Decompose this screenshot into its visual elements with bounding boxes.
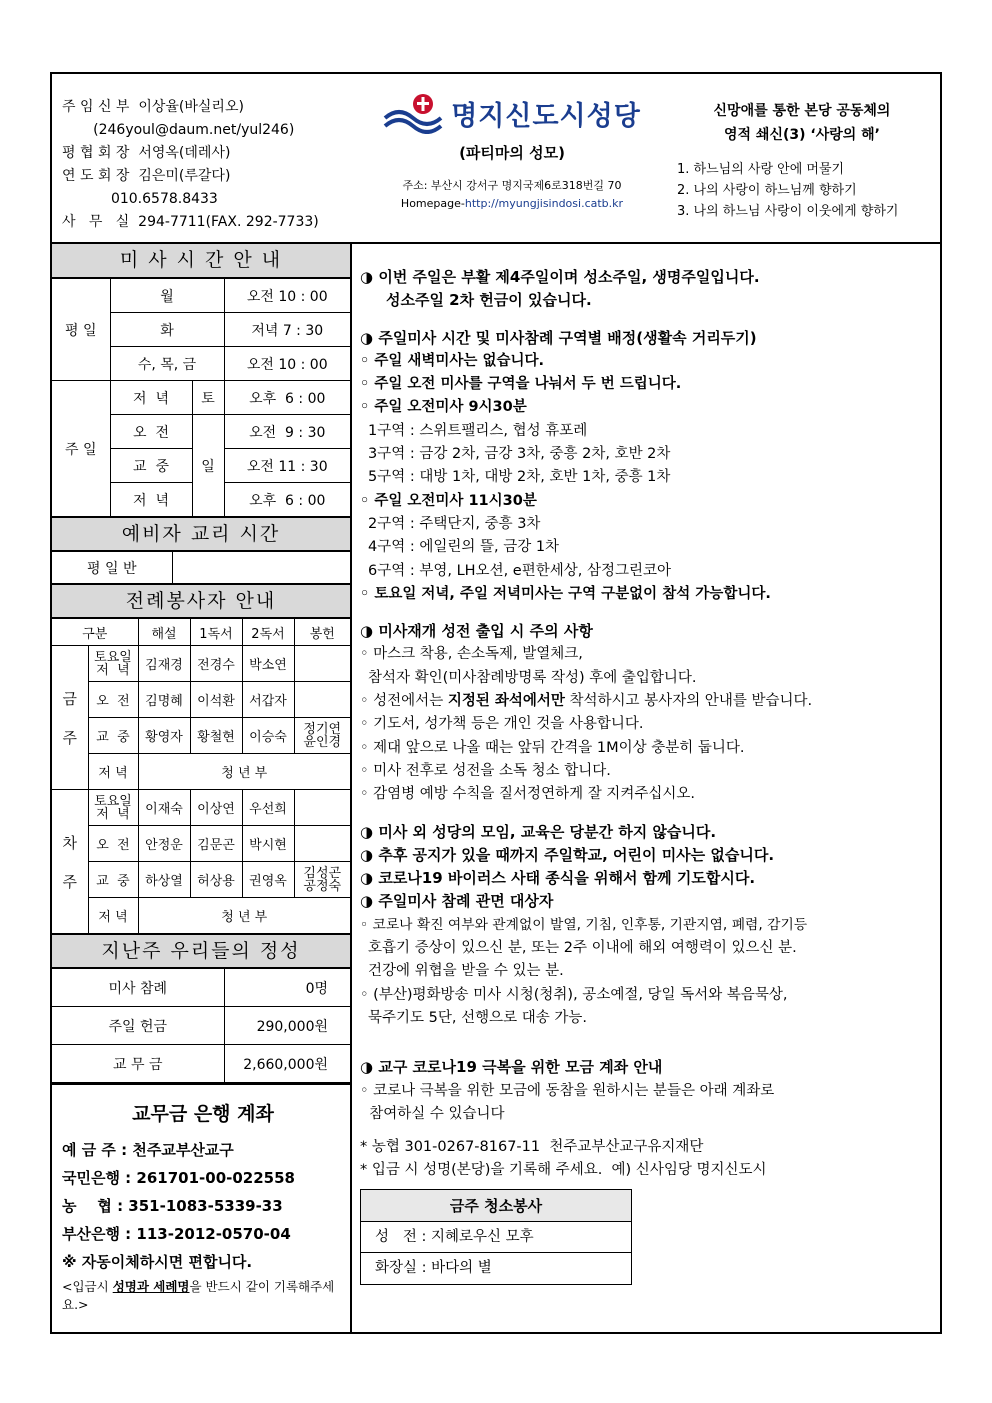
notice-text: 코로나19 바이러스 사태 종식을 위해서 함께 기도합시다.: [378, 869, 756, 888]
servers-title: 전례봉사자 안내: [52, 584, 350, 618]
cleaning-box: [360, 1189, 632, 1285]
notices-column: [354, 244, 940, 1334]
notice-line: ◦ 마스크 착용, 손소독제, 발열체크,: [360, 646, 583, 663]
notice-line: ◦ 주일 오전미사 9시30분: [360, 399, 527, 416]
notice-line: ◦ 미사 전후로 성전을 소독 청소 합니다.: [360, 762, 611, 779]
notice-item: [360, 867, 934, 890]
notice-item: [360, 890, 934, 913]
notice-title: 교구 코로나19 극복을 위한 모금 계좌 안내: [378, 1058, 663, 1077]
mass-slot: 오 전: [110, 415, 192, 449]
weekday-label: 평 일: [52, 279, 110, 381]
server-cell: 안정운: [138, 826, 190, 862]
notice-item: [360, 844, 934, 867]
bullet-icon: ◑: [360, 622, 374, 641]
bank-note-text: <입금시: [62, 1279, 113, 1294]
mass-day: 토: [192, 381, 224, 415]
zone-line: 5구역 : 대방 1차, 대방 2차, 호반 1차, 중흥 1차: [368, 469, 671, 486]
notice-text: ◦ 성전에서는: [360, 693, 448, 710]
notice-title: 미사재개 성전 출입 시 주의 사항: [378, 622, 593, 641]
bank-line: ※ 자동이체하시면 편합니다.: [62, 1253, 253, 1271]
offering-value: 290,000원: [224, 1007, 350, 1045]
notice-title: 주일미사 시간 및 미사참례 구역별 배정(생활속 거리두기): [378, 328, 757, 347]
server-cell: 전경수: [190, 646, 242, 682]
account-line: * 입금 시 성명(본당)을 기록해 주세요. 예) 신사임당 명지신도시: [360, 1162, 767, 1179]
notice-item: [360, 620, 934, 643]
offering-label: 미사 참례: [52, 969, 224, 1007]
server-cell: 이승숙: [242, 718, 294, 754]
server-cell: [294, 790, 350, 826]
mass-time: 오전 10 : 00: [224, 347, 350, 381]
server-cell: [294, 682, 350, 718]
bulletin-header: [52, 74, 940, 244]
next-week-label: 차 주: [52, 790, 88, 934]
server-slot: 저 녁: [88, 898, 138, 934]
notice-text: 미사 외 성당의 모임, 교육은 당분간 하지 않습니다.: [378, 822, 717, 841]
zone-line: 1구역 : 스위트팰리스, 협성 휴포레: [368, 422, 588, 439]
zone-line: 2구역 : 주택단지, 중흥 3차: [368, 515, 541, 532]
servers-header: 구분: [52, 619, 138, 646]
notice-item: [360, 327, 934, 350]
staff-row: 연 도 회 장 김은미(루갈다): [62, 168, 231, 184]
bank-accounts: [52, 1083, 350, 1314]
notice-text: 착석하시고 봉사자의 안내를 받습니다.: [564, 693, 813, 710]
bullet-icon: ◑: [360, 1058, 374, 1077]
notice-line: 참석자 확인(미사참례방명록 작성) 후에 출입합니다.: [368, 669, 697, 686]
notice-title: 주일미사 참례 관면 대상자: [378, 892, 554, 911]
mass-day: 월: [110, 279, 224, 313]
server-slot: 오 전: [88, 826, 138, 862]
staff-row: 010.6578.8433: [62, 191, 218, 207]
theme-point: 1. 하느님의 사랑 안에 머물기: [677, 162, 845, 177]
servers-header: 1독서: [190, 619, 242, 646]
offering-table: [52, 968, 350, 1083]
server-cell: 김명혜: [138, 682, 190, 718]
cleaning-title: 금주 청소봉사: [361, 1190, 631, 1222]
bank-note: [62, 1278, 344, 1314]
offering-value: 2,660,000원: [224, 1045, 350, 1083]
mass-time: 오전 11 : 30: [224, 449, 350, 483]
server-cell: 이재숙: [138, 790, 190, 826]
notice-line: ◦ 코로나 확진 여부와 관계없이 발열, 기침, 인후통, 기관지염, 폐렴, 감기등: [360, 916, 808, 933]
bullet-icon: ◑: [360, 822, 374, 841]
notice-item: [360, 1056, 934, 1079]
notice-emphasis: 지정된 좌석에서만: [447, 693, 565, 710]
notice-line: [360, 690, 934, 713]
notice-line: ◦ 기도서, 성가책 등은 개인 것을 사용합니다.: [360, 716, 644, 733]
mass-slot: 저 녁: [110, 381, 192, 415]
notice-text: 이번 주일은 부활 제4주일이며 성소주일, 생명주일입니다.: [378, 268, 760, 286]
staff-row: 주 임 신 부 이상율(바실리오): [62, 99, 244, 115]
servers-header: 해설: [138, 619, 190, 646]
mass-day: 수, 목, 금: [110, 347, 224, 381]
staff-row: 사 무 실 294-7711(FAX. 292-7733): [62, 214, 319, 230]
bullet-icon: ◑: [360, 869, 374, 888]
notice-line: ◦ 주일 새벽미사는 없습니다.: [360, 352, 544, 369]
zone-line: 6구역 : 부영, LH오션, e편한세상, 삼정그린코아: [368, 562, 671, 579]
bank-line: 농 협 : 351-1083-5339-33: [62, 1197, 283, 1215]
server-cell: 이석환: [190, 682, 242, 718]
server-cell: 우선희: [242, 790, 294, 826]
server-cell: 정기연 윤인경: [294, 718, 350, 754]
notice-line: ◦ 제대 앞으로 나올 때는 앞뒤 간격을 1M이상 충분히 둡니다.: [360, 739, 745, 756]
notice-text: 추후 공지가 있을 때까지 주일학교, 어린이 미사는 없습니다.: [378, 845, 775, 864]
bank-note-emphasis: 성명과 세례명: [112, 1279, 190, 1294]
server-cell: [294, 646, 350, 682]
offering-label: 교 무 금: [52, 1045, 224, 1083]
server-cell: 박소연: [242, 646, 294, 682]
staff-row: (246youl@daum.net/yul246): [62, 122, 295, 138]
mass-time: 저녁 7 : 30: [224, 313, 350, 347]
bullet-icon: ◑: [360, 845, 374, 864]
zone-line: 4구역 : 에일린의 뜰, 금강 1차: [368, 539, 560, 556]
servers-table: [52, 618, 350, 934]
server-cell: 황철현: [190, 718, 242, 754]
notice-line: 묵주기도 5단, 선행으로 대송 가능.: [368, 1009, 587, 1026]
server-slot: 오 전: [88, 682, 138, 718]
church-brand: [362, 92, 662, 213]
servers-header: 2독서: [242, 619, 294, 646]
notice-line: 호흡기 증상이 있으신 분, 또는 2주 이내에 해외 여행력이 있으신 분.: [368, 940, 797, 957]
mass-time: 오후 6 : 00: [224, 381, 350, 415]
notice-line: 건강에 위협을 받을 수 있는 분.: [368, 963, 564, 980]
server-cell: 김성곤 공정숙: [294, 862, 350, 898]
bank-line: 부산은행 : 113-2012-0570-04: [62, 1225, 291, 1243]
catechism-value: [172, 552, 350, 584]
bullet-icon: ◑: [360, 268, 374, 286]
theme-point: 2. 나의 사랑이 하느님께 향하기: [677, 183, 857, 198]
homepage-link[interactable]: http://myungjisindosi.catb.kr: [464, 197, 624, 210]
bulletin-page: [50, 72, 942, 1334]
server-cell: 황영자: [138, 718, 190, 754]
notice-line: ◦ 감염병 예방 수칙을 질서정연하게 잘 지켜주십시오.: [360, 786, 695, 803]
server-cell: 서갑자: [242, 682, 294, 718]
server-slot: 교 중: [88, 862, 138, 898]
bank-note-text: 을 반드시 같이 기록해주세요.>: [62, 1279, 335, 1312]
theme-line: 영적 쇄신(3) ‘사랑의 해’: [724, 127, 880, 143]
server-cell: 김문곤: [190, 826, 242, 862]
notice-line: ◦ (부산)평화방송 미사 시청(청취), 공소예절, 당일 독서와 복음묵상,: [360, 986, 788, 1003]
bank-title: 교무금 은행 계좌: [132, 1103, 274, 1125]
notice-line: 참여하실 수 있습니다: [360, 1105, 505, 1122]
this-week-label: 금 주: [52, 646, 88, 790]
left-column: [52, 244, 352, 1334]
mass-day: 화: [110, 313, 224, 347]
staff-row: 평 협 회 장 서영옥(데레사): [62, 145, 231, 161]
notice-item: [360, 266, 934, 289]
servers-header: 봉헌: [294, 619, 350, 646]
server-cell: 허상용: [190, 862, 242, 898]
server-cell: 하상열: [138, 862, 190, 898]
catechism-title: 예비자 교리 시간: [52, 517, 350, 551]
mass-time: 오전 10 : 00: [224, 279, 350, 313]
notice-text: 성소주일 2차 헌금이 있습니다.: [386, 291, 592, 310]
church-address: 주소: 부산시 강서구 명지국제6로318번길 70: [402, 179, 622, 192]
server-slot: 토요일 저 녁: [88, 646, 138, 682]
server-cell: 김재경: [138, 646, 190, 682]
server-cell: 이상연: [190, 790, 242, 826]
server-cell: 권영옥: [242, 862, 294, 898]
yearly-theme: [667, 99, 937, 222]
bank-line: 예 금 주 : 천주교부산교구: [62, 1141, 234, 1159]
catechism-label: 평 일 반: [52, 552, 172, 584]
theme-line: 신망애를 통한 본당 공동체의: [713, 103, 891, 119]
account-line: * 농협 301-0267-8167-11 천주교부산교구유지재단: [360, 1139, 704, 1156]
offering-label: 주일 헌금: [52, 1007, 224, 1045]
server-cell: 박시현: [242, 826, 294, 862]
cleaning-row: 화장실 : 바다의 별: [375, 1259, 492, 1276]
server-slot: 토요일 저 녁: [88, 790, 138, 826]
mass-time: 오후 6 : 00: [224, 483, 350, 517]
notice-line: ◦ 코로나 극복을 위한 모금에 동참을 원하시는 분들은 아래 계좌로: [360, 1082, 775, 1099]
server-cell: [294, 826, 350, 862]
homepage-label: Homepage-: [400, 197, 465, 210]
server-slot: 교 중: [88, 718, 138, 754]
offering-title: 지난주 우리들의 정성: [52, 934, 350, 968]
staff-info: [62, 96, 362, 234]
mass-time: 오전 9 : 30: [224, 415, 350, 449]
theme-point: 3. 나의 하느님 사랑이 이웃에게 향하기: [677, 204, 899, 219]
bank-line: 국민은행 : 261701-00-022558: [62, 1169, 295, 1187]
server-slot: 저 녁: [88, 754, 138, 790]
server-cell-wide: 청 년 부: [138, 754, 350, 790]
notice-line: ◦ 주일 오전미사 11시30분: [360, 492, 537, 509]
mass-slot: 저 녁: [110, 483, 192, 517]
bullet-icon: ◑: [360, 328, 374, 347]
notice-item: [360, 821, 934, 844]
zone-line: 3구역 : 금강 2차, 금강 3차, 중흥 2차, 호반 2차: [368, 446, 671, 463]
mass-schedule-title: 미 사 시 간 안 내: [52, 244, 350, 278]
bullet-icon: ◑: [360, 892, 374, 911]
offering-value: 0명: [224, 969, 350, 1007]
mass-day: 일: [192, 415, 224, 517]
church-logo-icon: [383, 92, 443, 134]
server-cell-wide: 청 년 부: [138, 898, 350, 934]
notice-line: ◦ 토요일 저녁, 주일 저녁미사는 구역 구분없이 참석 가능합니다.: [360, 585, 771, 602]
mass-schedule-table: [52, 278, 350, 517]
sunday-label: 주 일: [52, 381, 110, 517]
patron-name: (파티마의 성모): [459, 144, 565, 162]
catechism-table: [52, 551, 350, 584]
mass-slot: 교 중: [110, 449, 192, 483]
church-name: 명지신도시성당: [451, 100, 641, 132]
cleaning-row: 성 전 : 지혜로우신 모후: [361, 1222, 631, 1253]
notice-line: ◦ 주일 오전 미사를 구역을 나눠서 두 번 드립니다.: [360, 376, 682, 393]
